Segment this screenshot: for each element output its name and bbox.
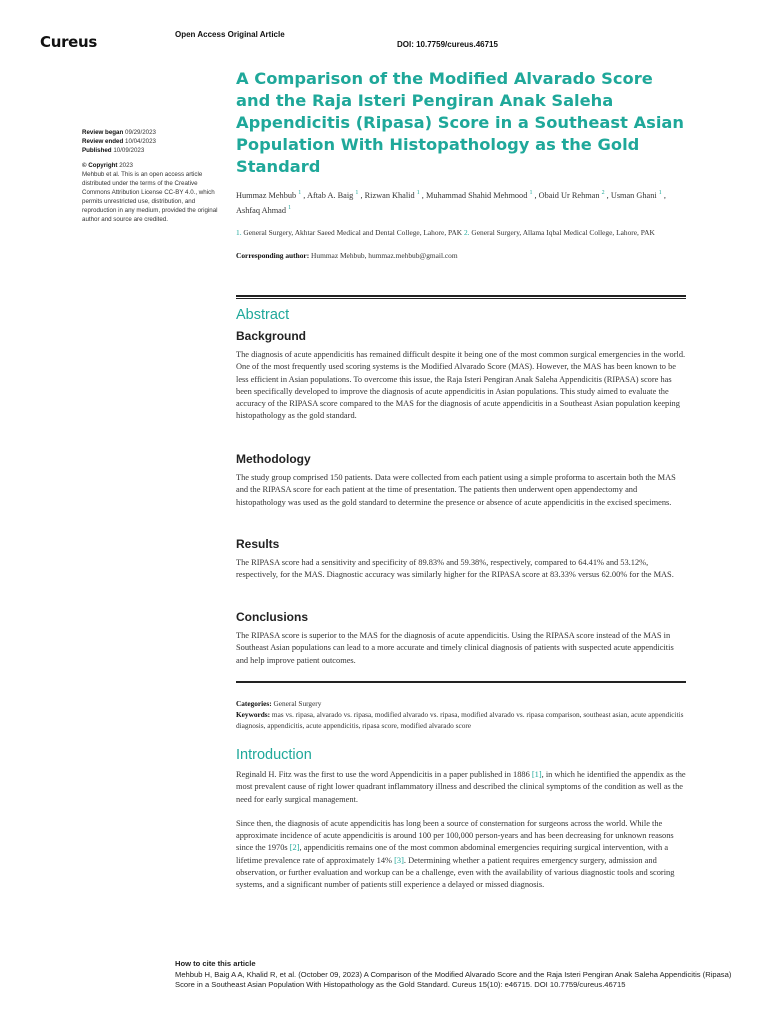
- results-text: The RIPASA score had a sensitivity and specificity of 89.83% and 59.38%, respectively, compared to 64.41% and 53.12%, respectively, for the MAS. Diagnostic accuracy was similarly higher for the RIPASA score at 83.33% versus 62.00% for the MAS.: [236, 558, 674, 580]
- author[interactable]: Hummaz Mehbub: [236, 190, 297, 200]
- author[interactable]: Aftab A. Baig: [306, 190, 354, 200]
- article-title: A Comparison of the Modified Alvarado Score and the Raja Isteri Pengiran Anak Saleha Appendicitis (Ripasa) Score in a Southeast Asian Population With Histopathology as the Gold Standard: [236, 69, 685, 176]
- intro-paragraph-2: Since then, the diagnosis of acute appendicitis has long been a source of consternation for surgeons across the world. While the approximate incidence of acute appendicitis is around 100 per 100,000 person-years and has been decreasing for unknown reasons since the 1970s [2], appendicitis remains one of the most common abdominal emergencies requiring surgical intervention, with a lifetime prevalence rate of approximately 14% [3]. Determining whether a patient requires emergency surgery, admission and observation, or further evaluation and workup can be a challenge, even with the availability of various diagnostic tools and scoring systems, and a significant number of patients still experience a delayed or missed diagnosis.: [236, 818, 675, 890]
- article-type: Open Access Original Article: [175, 30, 285, 39]
- results-heading: Results: [236, 537, 280, 551]
- review-began: Review began 09/29/2023: [82, 129, 156, 136]
- article-header: [236, 68, 686, 260]
- methodology-text: The study group comprised 150 patients. Data were collected from each patient using a simple proforma to ascertain both the MAS and the RIPASA score for each patient at the time of presentation. The patients then underwent open appendectomy and histopathology was used as the gold standard to determine the presence or absence of acute appendicitis in the excised specimens.: [236, 473, 676, 507]
- how-to-cite-heading: How to cite this article: [175, 959, 256, 968]
- methodology-heading: Methodology: [236, 452, 311, 466]
- citation-text: Mehbub H, Baig A A, Khalid R, et al. (October 09, 2023) A Comparison of the Modified Alvarado Score and the Raja Isteri Pengiran Anak Saleha Appendicitis (Ripasa) Score in a Southeast Asian Population With Histopathology as the Gold Standard. Cureus 15(10): e46715. DOI 10.7759/cureus.46715: [175, 969, 732, 989]
- categories-keywords: [236, 698, 686, 731]
- review-ended: Review ended 10/04/2023: [82, 138, 156, 145]
- published-date: Published 10/09/2023: [82, 147, 145, 154]
- category-link[interactable]: General Surgery: [273, 699, 322, 708]
- abstract-heading: Abstract: [236, 307, 290, 323]
- author[interactable]: Rizwan Khalid: [364, 190, 415, 200]
- conclusions-text: The RIPASA score is superior to the MAS for the diagnosis of acute appendicitis. Using the RIPASA score instead of the MAS in Southeast Asian populations can lead to a more accurate and timely clinical diagnosis of patients with suspected acute appendicitis and help improve patient outcomes.: [236, 631, 674, 665]
- author[interactable]: Ashfaq Ahmad: [236, 205, 287, 215]
- author[interactable]: Obaid Ur Rehman: [538, 190, 600, 200]
- copyright: © Copyright 2023: [82, 162, 133, 169]
- abstract-top-rule: [236, 295, 686, 299]
- how-to-cite: [175, 959, 735, 991]
- article-history-sidebar: [82, 128, 222, 224]
- background-section: [236, 329, 686, 423]
- doi[interactable]: DOI: 10.7759/cureus.46715: [397, 40, 498, 49]
- reference-link[interactable]: [1]: [531, 770, 542, 779]
- corresponding-author: Corresponding author: Hummaz Mehbub, hummaz.mehbub@gmail.com: [236, 250, 458, 260]
- intro-paragraph-1: Reginald H. Fitz was the first to use the word Appendicitis in a paper published in 1886 [1], in which he identified the appendix as the most prevalent cause of right lower quadrant inflammatory illness and described the clinical symptoms of the condition as well as the need for early surgical management.: [236, 770, 686, 804]
- corresponding-email[interactable]: Hummaz Mehbub, hummaz.mehbub@gmail.com: [311, 250, 458, 260]
- affiliations: 1. General Surgery, Akhtar Saeed Medical and Dental College, Lahore, PAK 2. General Surgery, Allama Iqbal Medical College, Lahore, PAK: [236, 227, 655, 237]
- background-heading: Background: [236, 329, 307, 343]
- background-text: The diagnosis of acute appendicitis has remained difficult despite it being one of the most common surgical emergencies in the world. One of the most frequently used scoring systems is the Modified Alvarado Score (MAS). However, the MAS has been known to be less efficient in Asian populations. To overcome this issue, the Raja Isteri Pengiran Anak Saleha Appendicitis (RIPASA) score has been specifically developed to improve the diagnosis of acute appendicitis in Asian populations. This study aimed to evaluate the accuracy of the RIPASA score compared to the MAS for the diagnosis of acute appendicitis in a Southeast Asian population keeping histopathology as the gold standard.: [236, 350, 686, 421]
- conclusions-heading: Conclusions: [236, 610, 309, 624]
- categories: Categories: General Surgery: [236, 699, 322, 708]
- author-list: Hummaz Mehbub $^1$ , Aftab A. Baig $^1$ , Rizwan Khalid $^1$ , Muhammad Shahid Mehmood $^1$ , Obaid Ur Rehman $^2$ , Usman Ghani $^1$ , Ashfaq Ahmad $^1$: [236, 190, 666, 215]
- keywords: Keywords: mas vs. ripasa, alvarado vs. ripasa, modified alvarado vs. ripasa, modified alvarado vs. ripasa comparison, southeast asian, acute appendicitis diagnosis, appendicitis, acute appendicitis, ripasa score, modified alvarado score: [236, 710, 684, 730]
- cureus-logo[interactable]: Cureus: [40, 33, 98, 51]
- introduction-heading: Introduction: [236, 747, 312, 763]
- conclusions-section: [236, 610, 686, 667]
- author[interactable]: Muhammad Shahid Mehmood: [425, 190, 528, 200]
- results-section: [236, 537, 686, 582]
- methodology-section: [236, 452, 686, 509]
- reference-link[interactable]: [3]: [394, 855, 404, 865]
- author[interactable]: Usman Ghani: [610, 190, 657, 200]
- license-text: Mehbub et al. This is an open access article distributed under the terms of the Creative Commons Attribution License CC-BY 4.0., which permits unrestricted use, distribution, and reproduction in any medium, provided the original author and source are credited.: [82, 171, 218, 223]
- introduction-section: [236, 747, 686, 892]
- reference-link[interactable]: [2]: [289, 843, 300, 853]
- abstract-bottom-rule: [236, 681, 686, 683]
